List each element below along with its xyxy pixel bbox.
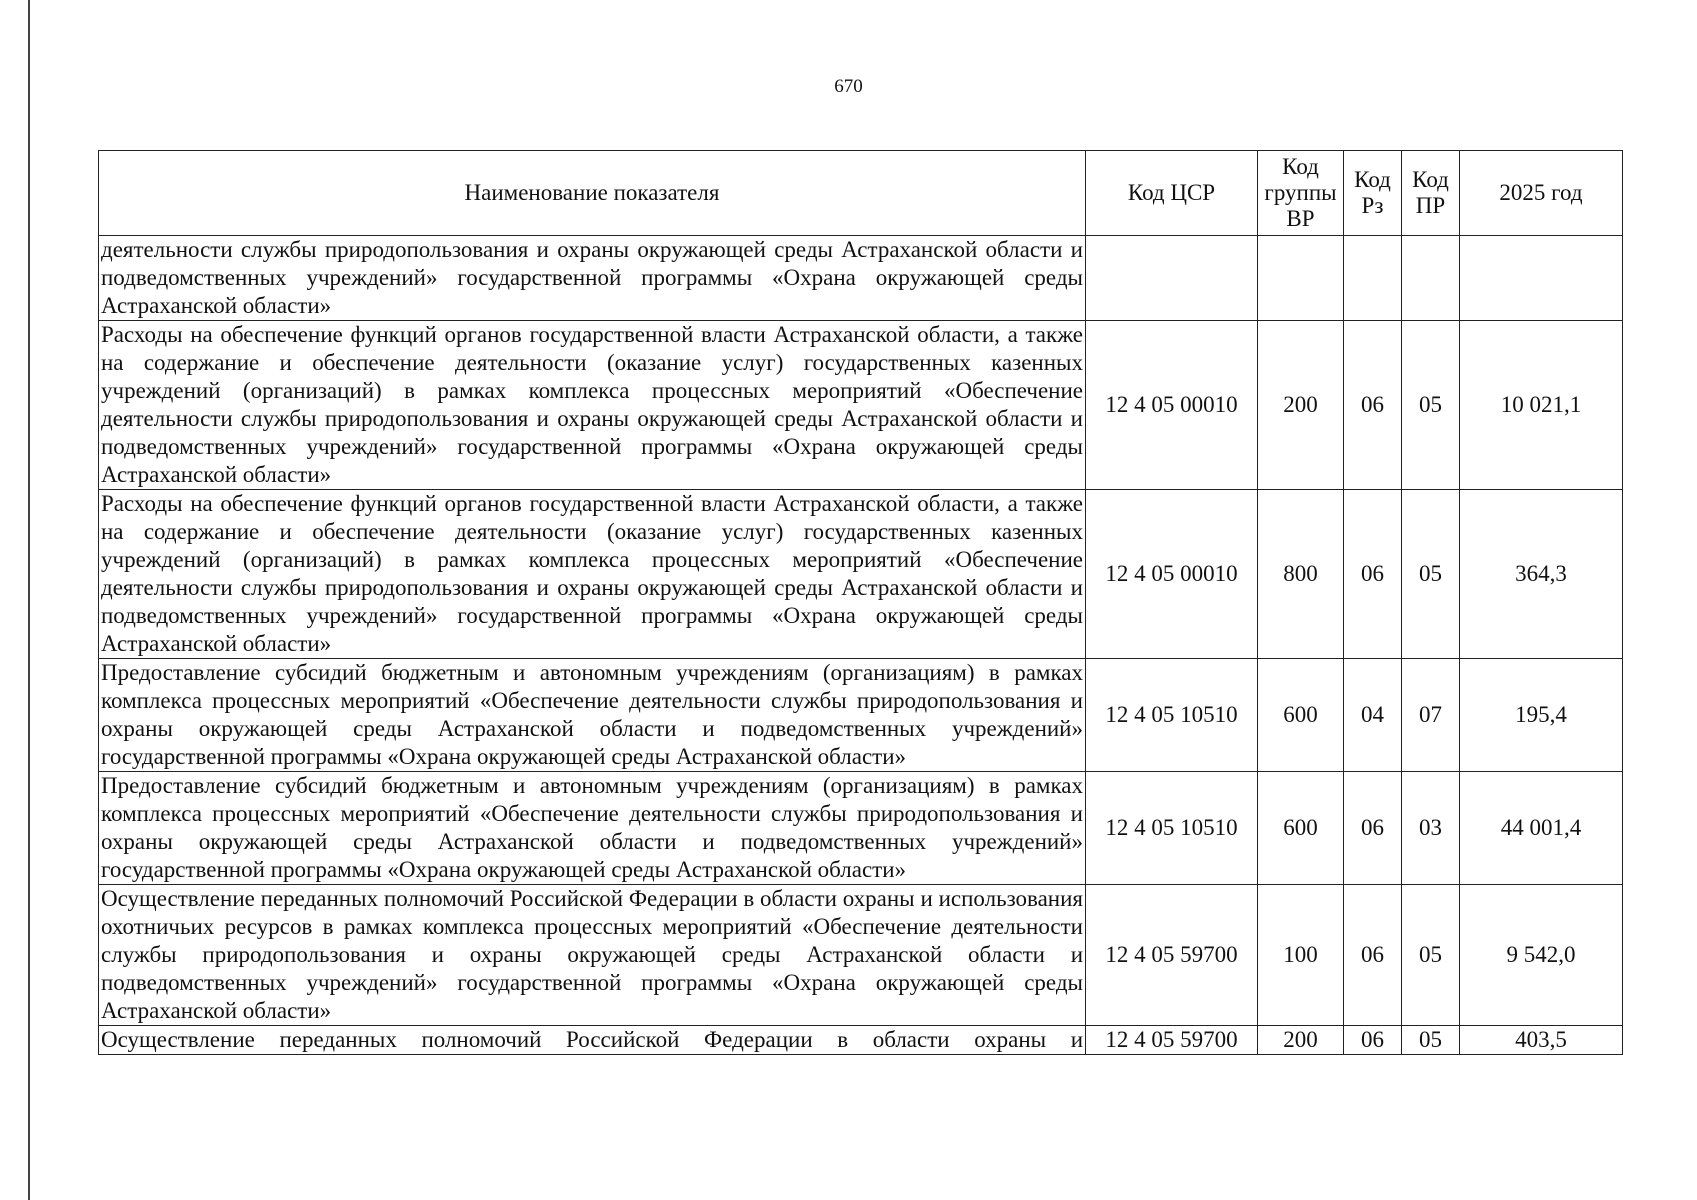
header-row bbox=[99, 151, 1623, 236]
cell-vr: 600 bbox=[1258, 772, 1344, 885]
cell-name: Предоставление субсидий бюджетным и автономным учреждениям (организациям) в рамках комплекса процессных мероприятий «Обеспечение деятельности службы природопользования и охраны окружающей среды Астраханской области и подведомственных учреждений» государственной программы «Охрана окружающей среды Астраханской области» bbox=[99, 772, 1086, 885]
cell-name: Осуществление переданных полномочий Российской Федерации в области охраны и bbox=[99, 1026, 1086, 1055]
header-pr: Код ПР bbox=[1402, 151, 1460, 236]
cell-csr: 12 4 05 10510 bbox=[1086, 659, 1258, 772]
table-row bbox=[99, 321, 1623, 490]
cell-name: Расходы на обеспечение функций органов государственной власти Астраханской области, а также на содержание и обеспечение деятельности (оказание услуг) государственных казенных учреждений (организаций) в рамках комплекса процессных мероприятий «Обеспечение деятельности службы природопользования и охраны окружающей среды Астраханской области и подведомственных учреждений» государственной программы «Охрана окружающей среды Астраханской области» bbox=[99, 321, 1086, 490]
cell-pr bbox=[1402, 236, 1460, 321]
cell-vr: 600 bbox=[1258, 659, 1344, 772]
cell-pr: 05 bbox=[1402, 321, 1460, 490]
cell-name: Осуществление переданных полномочий Российской Федерации в области охраны и использования охотничьих ресурсов в рамках комплекса процессных мероприятий «Обеспечение деятельности службы природопользования и охраны окружающей среды Астраханской области и подведомственных учреждений» государственной программы «Охрана окружающей среды Астраханской области» bbox=[99, 885, 1086, 1026]
cell-csr: 12 4 05 00010 bbox=[1086, 321, 1258, 490]
cell-csr bbox=[1086, 236, 1258, 321]
cell-name: деятельности службы природопользования и охраны окружающей среды Астраханской области и подведомственных учреждений» государственной программы «Охрана окружающей среды Астраханской области» bbox=[99, 236, 1086, 321]
cell-rz: 04 bbox=[1344, 659, 1402, 772]
table-row bbox=[99, 772, 1623, 885]
cell-vr: 100 bbox=[1258, 885, 1344, 1026]
cell-pr: 03 bbox=[1402, 772, 1460, 885]
table-row bbox=[99, 885, 1623, 1026]
cell-csr: 12 4 05 59700 bbox=[1086, 1026, 1258, 1055]
cell-name: Предоставление субсидий бюджетным и автономным учреждениям (организациям) в рамках комплекса процессных мероприятий «Обеспечение деятельности службы природопользования и охраны окружающей среды Астраханской области и подведомственных учреждений» государственной программы «Охрана окружающей среды Астраханской области» bbox=[99, 659, 1086, 772]
table-row bbox=[99, 236, 1623, 321]
cell-vr bbox=[1258, 236, 1344, 321]
header-csr: Код ЦСР bbox=[1086, 151, 1258, 236]
cell-vr: 200 bbox=[1258, 321, 1344, 490]
table-row bbox=[99, 659, 1623, 772]
budget-table bbox=[98, 150, 1623, 1055]
table-row bbox=[99, 1026, 1623, 1055]
cell-rz bbox=[1344, 236, 1402, 321]
cell-amount: 9 542,0 bbox=[1460, 885, 1623, 1026]
header-year: 2025 год bbox=[1460, 151, 1623, 236]
cell-pr: 05 bbox=[1402, 1026, 1460, 1055]
cell-rz: 06 bbox=[1344, 772, 1402, 885]
header-rz: Код Рз bbox=[1344, 151, 1402, 236]
cell-pr: 05 bbox=[1402, 885, 1460, 1026]
cell-amount: 403,5 bbox=[1460, 1026, 1623, 1055]
cell-amount: 10 021,1 bbox=[1460, 321, 1623, 490]
page-binding-line bbox=[28, 0, 30, 1200]
cell-rz: 06 bbox=[1344, 490, 1402, 659]
cell-pr: 05 bbox=[1402, 490, 1460, 659]
cell-amount: 44 001,4 bbox=[1460, 772, 1623, 885]
header-vr: Код группы ВР bbox=[1258, 151, 1344, 236]
cell-rz: 06 bbox=[1344, 885, 1402, 1026]
cell-vr: 200 bbox=[1258, 1026, 1344, 1055]
cell-vr: 800 bbox=[1258, 490, 1344, 659]
cell-amount: 195,4 bbox=[1460, 659, 1623, 772]
cell-csr: 12 4 05 59700 bbox=[1086, 885, 1258, 1026]
table-row bbox=[99, 490, 1623, 659]
cell-csr: 12 4 05 10510 bbox=[1086, 772, 1258, 885]
cell-name: Расходы на обеспечение функций органов государственной власти Астраханской области, а также на содержание и обеспечение деятельности (оказание услуг) государственных казенных учреждений (организаций) в рамках комплекса процессных мероприятий «Обеспечение деятельности службы природопользования и охраны окружающей среды Астраханской области и подведомственных учреждений» государственной программы «Охрана окружающей среды Астраханской области» bbox=[99, 490, 1086, 659]
cell-rz: 06 bbox=[1344, 321, 1402, 490]
table-body bbox=[99, 236, 1623, 1055]
page-number: 670 bbox=[834, 76, 863, 97]
cell-csr: 12 4 05 00010 bbox=[1086, 490, 1258, 659]
header-name: Наименование показателя bbox=[99, 151, 1086, 236]
cell-amount: 364,3 bbox=[1460, 490, 1623, 659]
cell-pr: 07 bbox=[1402, 659, 1460, 772]
table-header bbox=[99, 151, 1623, 236]
cell-rz: 06 bbox=[1344, 1026, 1402, 1055]
cell-amount bbox=[1460, 236, 1623, 321]
